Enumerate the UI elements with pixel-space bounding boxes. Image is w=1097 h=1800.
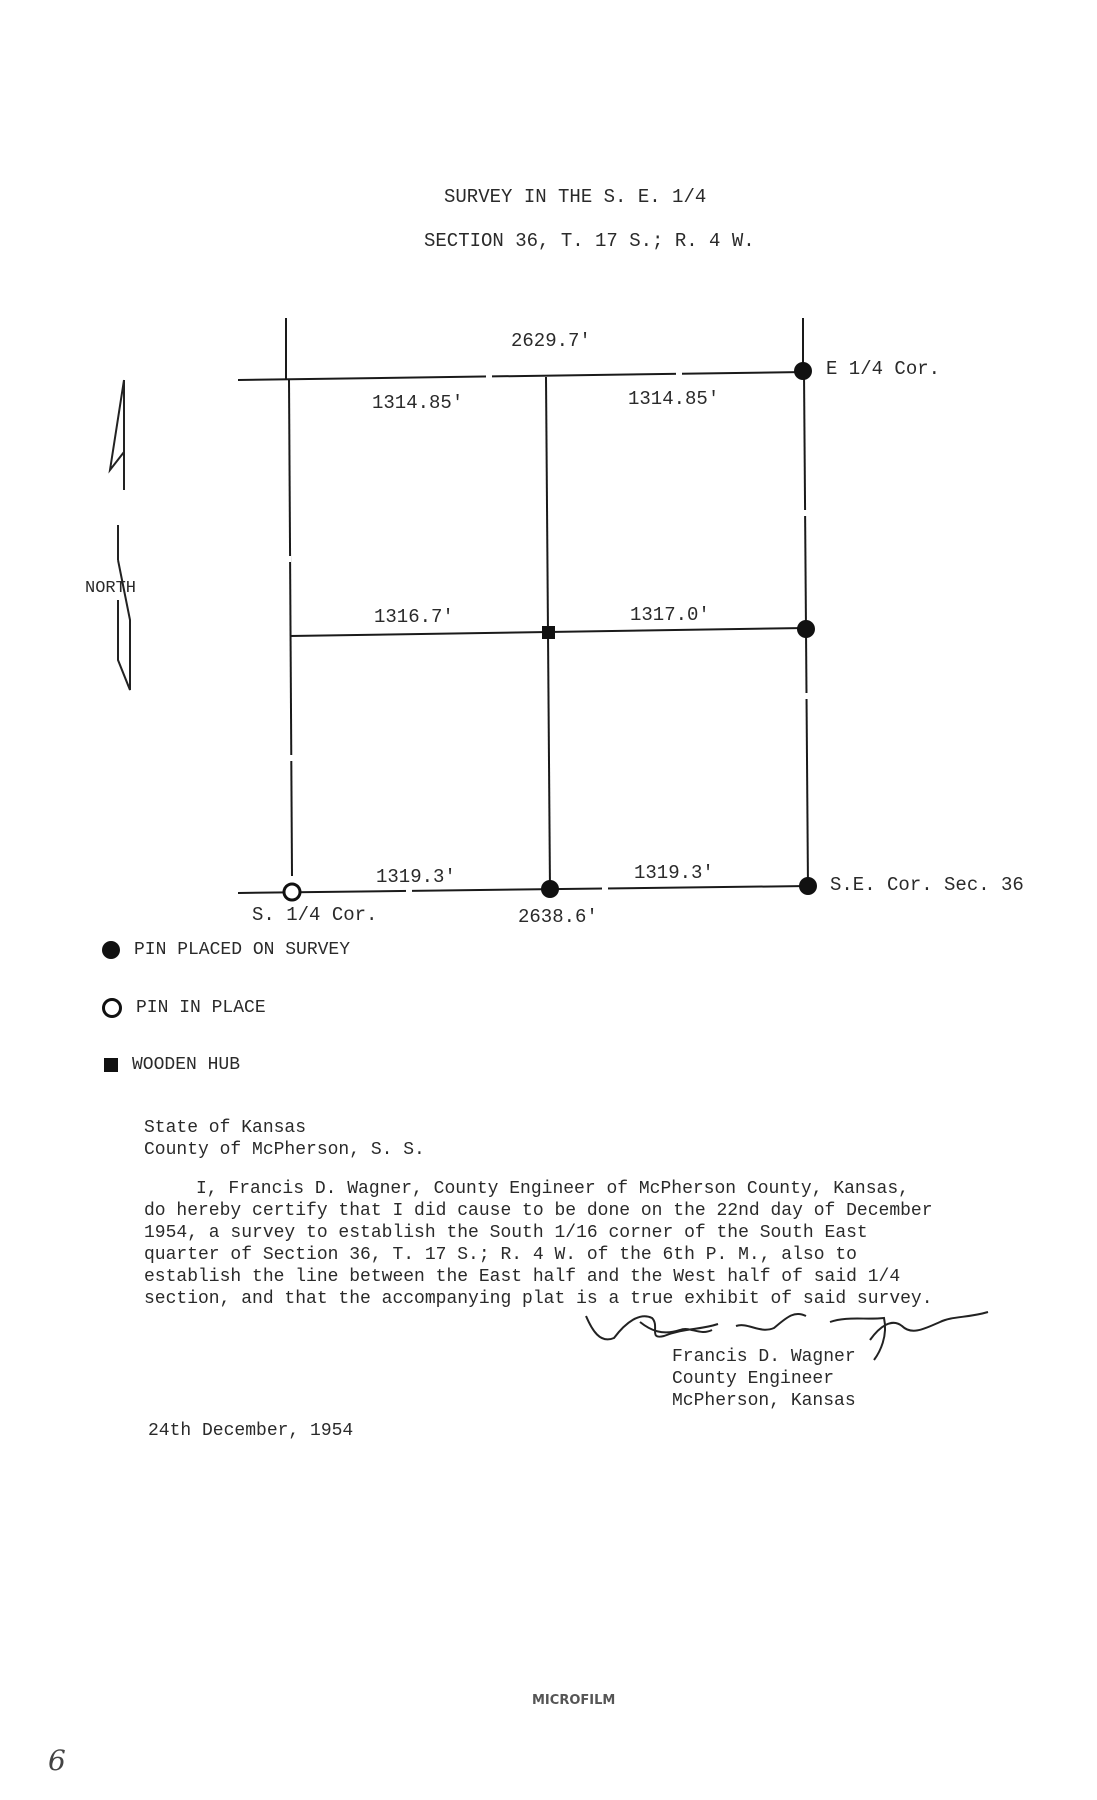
pin-east-quarter-corner bbox=[794, 362, 812, 380]
middle-right-distance: 1317.0' bbox=[630, 604, 710, 626]
page-mark: 6 bbox=[48, 1744, 66, 1777]
signer-place: McPherson, Kansas bbox=[672, 1391, 856, 1411]
southeast-corner-label: S.E. Cor. Sec. 36 bbox=[830, 874, 1024, 896]
north-arrow bbox=[110, 380, 130, 690]
certificate-text: I, Francis D. Wagner, County Engineer of McPherson County, Kansas, do hereby certify that I did cause to be done on the 22nd day of December 1954, a survey to establish the South 1/16 corner of the South East quarter of Section 36, T. 17 S.; R. 4 W. of the 6th P. M., also to establish the line between the East half and the West half of said 1/4 section, and that the accompanying plat is a true exhibit of said survey. bbox=[144, 1179, 933, 1309]
bottom-right-distance: 1319.3' bbox=[634, 862, 714, 884]
bottom-total-distance: 2638.6' bbox=[518, 906, 598, 928]
venue-state: State of Kansas bbox=[144, 1118, 307, 1138]
pin-southeast-corner bbox=[799, 877, 817, 895]
middle-left-distance: 1316.7' bbox=[374, 606, 454, 628]
document-title: SURVEY IN THE S. E. 1/4 bbox=[444, 186, 707, 208]
pin-south-sixteenth-corner bbox=[541, 880, 559, 898]
signer-name: Francis D. Wagner bbox=[672, 1347, 856, 1367]
south-quarter-corner-label: S. 1/4 Cor. bbox=[252, 904, 378, 926]
filled-square-icon bbox=[104, 1058, 118, 1072]
legend-wooden-hub bbox=[104, 1055, 240, 1075]
open-circle-icon bbox=[102, 998, 122, 1018]
pin-east-sixteenth-corner bbox=[797, 620, 815, 638]
top-boundary-line bbox=[238, 372, 805, 380]
legend-pin-placed-label: PIN PLACED ON SURVEY bbox=[134, 940, 351, 960]
certificate-body bbox=[144, 1178, 934, 1310]
west-boundary-line bbox=[289, 380, 292, 876]
microfilm-stamp: MICROFILM bbox=[532, 1693, 616, 1708]
filled-circle-icon bbox=[102, 941, 120, 959]
top-total-distance: 2629.7' bbox=[511, 330, 591, 352]
bottom-boundary-line bbox=[238, 886, 808, 893]
bottom-left-distance: 1319.3' bbox=[376, 866, 456, 888]
wooden-hub-center bbox=[542, 626, 555, 639]
legend-pin-placed bbox=[102, 940, 350, 960]
venue-county: County of McPherson, S. S. bbox=[144, 1140, 425, 1160]
north-arrow-head bbox=[110, 380, 124, 470]
legend-pin-in-place-label: PIN IN PLACE bbox=[136, 998, 266, 1018]
document-subtitle: SECTION 36, T. 17 S.; R. 4 W. bbox=[424, 230, 755, 252]
east-quarter-corner-label: E 1/4 Cor. bbox=[826, 358, 941, 380]
top-left-distance: 1314.85' bbox=[372, 392, 464, 414]
legend-wooden-hub-label: WOODEN HUB bbox=[132, 1055, 241, 1075]
north-label: NORTH bbox=[85, 579, 137, 598]
signer-role: County Engineer bbox=[672, 1369, 835, 1389]
top-right-distance: 1314.85' bbox=[628, 388, 720, 410]
pin-south-quarter-corner bbox=[284, 884, 300, 900]
legend-pin-in-place bbox=[102, 998, 266, 1018]
certificate-date: 24th December, 1954 bbox=[148, 1421, 354, 1441]
